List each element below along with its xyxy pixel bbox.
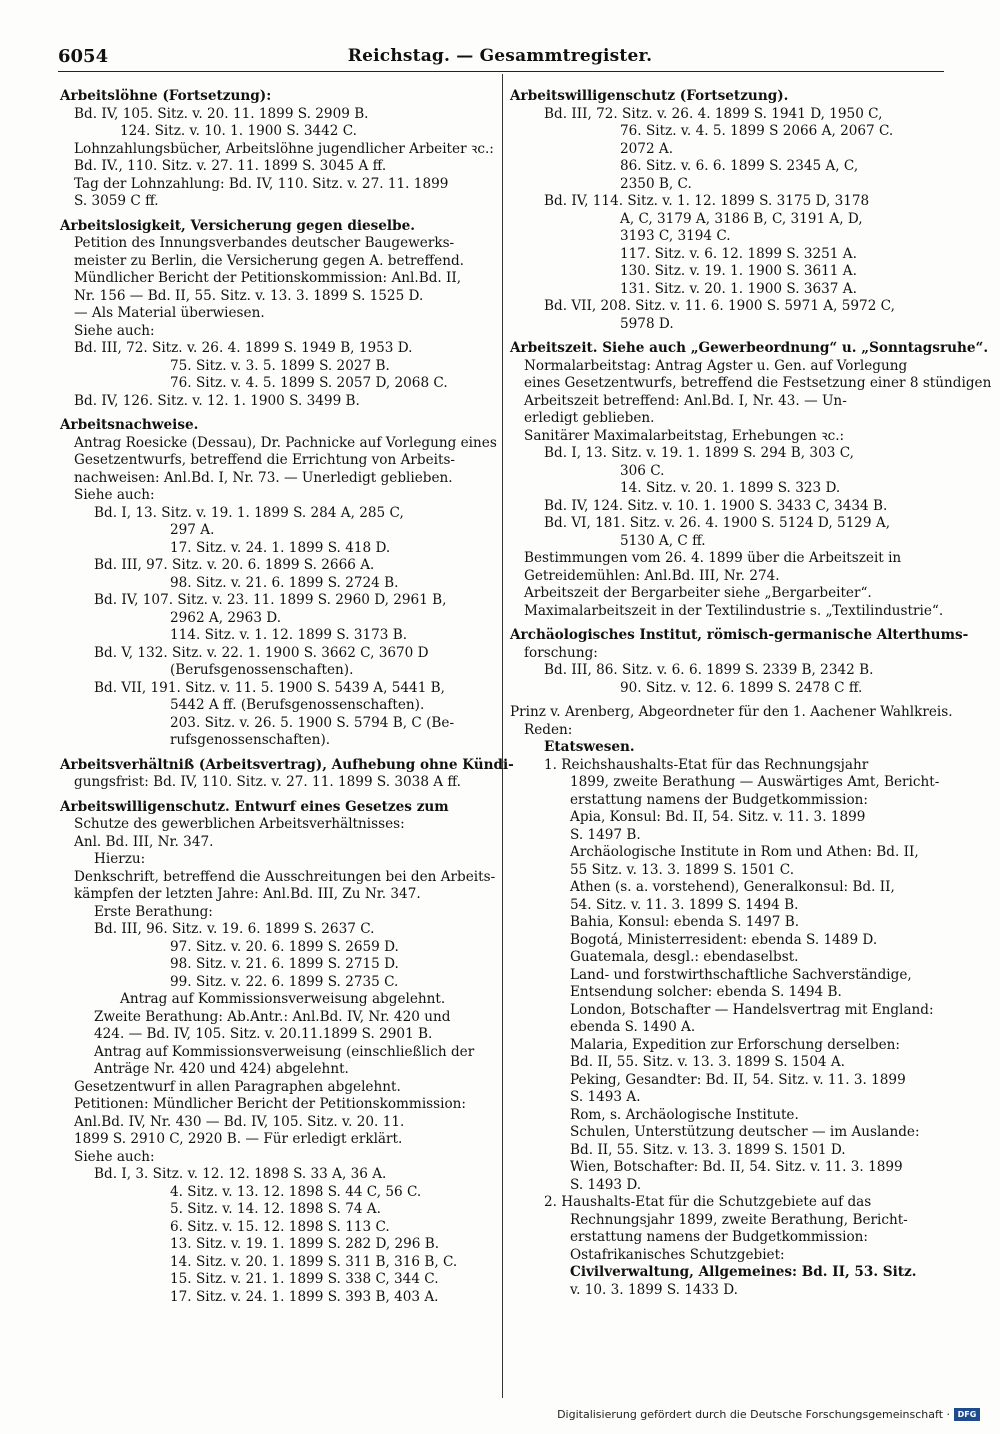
entry-line: Normalarbeitstag: Antrag Agster u. Gen. auf Vorlegung xyxy=(524,357,908,374)
entry-line: Bd. III, 72. Sitz. v. 26. 4. 1899 S. 1941 D, 1950 C, xyxy=(544,105,883,122)
entry-line: Zweite Berathung: Ab.Antr.: Anl.Bd. IV, Nr. 420 und xyxy=(94,1008,451,1025)
entry-line: Rechnungsjahr 1899, zweite Berathung, Bericht- xyxy=(570,1211,908,1228)
entry-line: eines Gesetzentwurfs, betreffend die Festsetzung einer 8 stündigen xyxy=(524,375,992,391)
entry-line: 124. Sitz. v. 10. 1. 1900 S. 3442 C. xyxy=(120,123,357,139)
index-entry xyxy=(60,756,514,792)
entry-line: Petition des Innungsverbandes deutscher Baugewerks- xyxy=(74,235,455,251)
column-divider xyxy=(502,74,503,1398)
entry-line: 75. Sitz. v. 3. 5. 1899 S. 2027 B. xyxy=(170,357,390,374)
entry-line: 55 Sitz. v. 13. 3. 1899 S. 1501 C. xyxy=(570,861,795,878)
entry-line: 76. Sitz. v. 4. 5. 1899 S. 2057 D, 2068 C. xyxy=(170,375,448,391)
index-entry xyxy=(510,88,942,333)
entry-line: Mündlicher Bericht der Petitionskommission: Anl.Bd. II, xyxy=(74,270,462,286)
entry-line: 17. Sitz. v. 24. 1. 1899 S. 393 B, 403 A. xyxy=(170,1288,439,1305)
entry-line: 6. Sitz. v. 15. 12. 1898 S. 113 C. xyxy=(170,1218,390,1235)
entry-line: erstattung namens der Budgetkommission: xyxy=(570,791,868,808)
entry-line: Siehe auch: xyxy=(74,322,155,339)
entry-line: S. 1493 D. xyxy=(570,1176,642,1193)
entry-line: Bd. II, 55. Sitz. v. 13. 3. 1899 S. 1501 D. xyxy=(570,1141,846,1158)
entry-line: Bd. III, 72. Sitz. v. 26. 4. 1899 S. 1949 B, 1953 D. xyxy=(74,340,413,356)
index-entry xyxy=(510,627,969,697)
entry-line: erledigt geblieben. xyxy=(524,410,655,426)
entry-line: Etatswesen. xyxy=(544,739,635,755)
entry-line: 3193 C, 3194 C. xyxy=(620,228,731,244)
entry-line: 5. Sitz. v. 14. 12. 1898 S. 74 A. xyxy=(170,1201,381,1217)
entry-line: 14. Sitz. v. 20. 1. 1899 S. 323 D. xyxy=(620,480,841,496)
entry-line: Wien, Botschafter: Bd. II, 54. Sitz. v. 11. 3. 1899 xyxy=(570,1159,903,1175)
entry-line: Athen (s. a. vorstehend), Generalkonsul: Bd. II, xyxy=(570,879,895,895)
entry-line: 1899, zweite Berathung — Auswärtiges Amt, Bericht- xyxy=(570,774,940,790)
entry-line: erstattung namens der Budgetkommission: xyxy=(570,1229,868,1245)
entry-line: Nr. 156 — Bd. II, 55. Sitz. v. 13. 3. 1899 S. 1525 D. xyxy=(74,287,424,304)
entry-line: 424. — Bd. IV, 105. Sitz. v. 20.11.1899 S. 2901 B. xyxy=(94,1026,433,1042)
entry-line: Anträge Nr. 420 und 424) abgelehnt. xyxy=(94,1061,349,1077)
entry-line: kämpfen der letzten Jahre: Anl.Bd. III, Zu Nr. 347. xyxy=(74,886,421,902)
footer-text: Digitalisierung gefördert durch die Deutsche Forschungsgemeinschaft · xyxy=(557,1408,950,1421)
entry-line: 5978 D. xyxy=(620,315,674,332)
entry-line: Anl. Bd. III, Nr. 347. xyxy=(74,833,214,850)
entry-line: Anl.Bd. IV, Nr. 430 — Bd. IV, 105. Sitz. v. 20. 11. xyxy=(74,1113,405,1130)
entry-line: Civilverwaltung, Allgemeines: Bd. II, 53. Sitz. xyxy=(570,1264,917,1280)
entry-line: London, Botschafter — Handelsvertrag mit England: xyxy=(570,1001,934,1018)
index-entry xyxy=(60,88,492,211)
entry-line: v. 10. 3. 1899 S. 1433 D. xyxy=(570,1281,738,1298)
entry-line: Gesetzentwurfs, betreffend die Errichtung von Arbeits- xyxy=(74,452,456,468)
entry-heading: Arbeitswilligenschutz. Entwurf eines Gesetzes zum xyxy=(60,798,449,815)
entry-line: Bd. IV, 114. Sitz. v. 1. 12. 1899 S. 3175 D, 3178 xyxy=(544,193,870,209)
entry-heading: Arbeitswilligenschutz (Fortsetzung). xyxy=(510,88,789,104)
entry-line: 306 C. xyxy=(620,462,665,479)
entry-line: Schulen, Unterstützung deutscher — im Auslande: xyxy=(570,1124,920,1140)
index-entry xyxy=(60,218,492,411)
entry-line: 4. Sitz. v. 13. 12. 1898 S. 44 C, 56 C. xyxy=(170,1183,422,1200)
entry-heading: Arbeitsnachweise. xyxy=(60,417,199,433)
entry-line: meister zu Berlin, die Versicherung gegen A. betreffend. xyxy=(74,252,465,269)
entry-heading: Prinz v. Arenberg, Abgeordneter für den 1. Aachener Wahlkreis. xyxy=(510,704,953,720)
index-entry xyxy=(510,340,992,620)
entry-line: Schutze des gewerblichen Arbeitsverhältnisses: xyxy=(74,816,405,832)
entry-line: Bd. III, 97. Sitz. v. 20. 6. 1899 S. 2666 A. xyxy=(94,557,375,573)
entry-line: — Als Material überwiesen. xyxy=(74,305,265,321)
entry-line: 97. Sitz. v. 20. 6. 1899 S. 2659 D. xyxy=(170,938,399,955)
entry-line: 90. Sitz. v. 12. 6. 1899 S. 2478 C ff. xyxy=(620,679,863,696)
entry-line: Antrag auf Kommissionsverweisung abgelehnt. xyxy=(120,991,446,1007)
entry-line: Arbeitszeit betreffend: Anl.Bd. I, Nr. 43. — Un- xyxy=(524,392,847,409)
entry-line: Bd. I, 13. Sitz. v. 19. 1. 1899 S. 284 A, 285 C, xyxy=(94,504,404,521)
entry-line: 54. Sitz. v. 11. 3. 1899 S. 1494 B. xyxy=(570,896,799,913)
entry-line: Archäologische Institute in Rom und Athen: Bd. II, xyxy=(570,844,919,860)
entry-line: Bestimmungen vom 26. 4. 1899 über die Arbeitszeit in xyxy=(524,550,902,566)
entry-line: Antrag Roesicke (Dessau), Dr. Pachnicke auf Vorlegung eines xyxy=(74,434,497,451)
entry-line: (Berufsgenossenschaften). xyxy=(170,662,354,678)
entry-line: nachweisen: Anl.Bd. I, Nr. 73. — Unerledigt geblieben. xyxy=(74,469,453,486)
entry-line: 117. Sitz. v. 6. 12. 1899 S. 3251 A. xyxy=(620,245,857,262)
entry-line: Bd. III, 86. Sitz. v. 6. 6. 1899 S. 2339 B, 2342 B. xyxy=(544,662,874,678)
entry-line: Hierzu: xyxy=(94,851,146,867)
entry-line: Sanitärer Maximalarbeitstag, Erhebungen ꝛc.: xyxy=(524,427,845,444)
entry-line: 17. Sitz. v. 24. 1. 1899 S. 418 D. xyxy=(170,539,391,556)
entry-line: S. 1497 B. xyxy=(570,826,641,843)
index-entry xyxy=(60,417,497,750)
entry-line: 86. Sitz. v. 6. 6. 1899 S. 2345 A, C, xyxy=(620,158,859,174)
entry-line: 98. Sitz. v. 21. 6. 1899 S. 2724 B. xyxy=(170,574,399,591)
entry-line: Bd. I, 13. Sitz. v. 19. 1. 1899 S. 294 B, 303 C, xyxy=(544,445,854,461)
entry-line: Bd. IV, 105. Sitz. v. 20. 11. 1899 S. 2909 B. xyxy=(74,105,369,122)
entry-line: Bd. VI, 181. Sitz. v. 26. 4. 1900 S. 5124 D, 5129 A, xyxy=(544,515,891,531)
entry-line: 76. Sitz. v. 4. 5. 1899 S 2066 A, 2067 C. xyxy=(620,123,894,139)
entry-line: Bd. IV, 107. Sitz. v. 23. 11. 1899 S. 2960 D, 2961 B, xyxy=(94,592,447,608)
entry-line: S. 1493 A. xyxy=(570,1089,641,1105)
entry-line: 2962 A, 2963 D. xyxy=(170,609,282,626)
entry-line: Bd. I, 3. Sitz. v. 12. 12. 1898 S. 33 A, 36 A. xyxy=(94,1166,387,1182)
entry-line: Bd. VII, 191. Sitz. v. 11. 5. 1900 S. 5439 A, 5441 B, xyxy=(94,679,445,696)
entry-heading: Arbeitsverhältniß (Arbeitsvertrag), Aufhebung ohne Kündi- xyxy=(60,756,514,773)
entry-line: Denkschrift, betreffend die Ausschreitungen bei den Arbeits- xyxy=(74,868,496,885)
entry-heading: Arbeitslosigkeit, Versicherung gegen dieselbe. xyxy=(60,217,415,234)
entry-line: S. 3059 C ff. xyxy=(74,193,159,209)
entry-line: 2350 B, C. xyxy=(620,175,692,192)
entry-line: 13. Sitz. v. 19. 1. 1899 S. 282 D, 296 B. xyxy=(170,1236,440,1252)
entry-line: 5442 A ff. (Berufsgenossenschaften). xyxy=(170,697,425,713)
entry-line: Bd. IV, 124. Sitz. v. 10. 1. 1900 S. 3433 C, 3434 B. xyxy=(544,497,888,514)
entry-line: Apia, Konsul: Bd. II, 54. Sitz. v. 11. 3. 1899 xyxy=(570,809,866,825)
entry-line: 2072 A. xyxy=(620,140,674,157)
entry-line: Bd. VII, 208. Sitz. v. 11. 6. 1900 S. 5971 A, 5972 C, xyxy=(544,298,895,314)
entry-heading: Arbeitszeit. Siehe auch „Gewerbeordnung“ u. „Sonntagsruhe“. xyxy=(510,340,989,356)
entry-line: 131. Sitz. v. 20. 1. 1900 S. 3637 A. xyxy=(620,280,857,297)
entry-line: forschung: xyxy=(524,644,598,661)
left-column xyxy=(60,88,514,1313)
running-head: Reichstag. — Gesammtregister. xyxy=(347,46,653,66)
entry-line: rufsgenossenschaften). xyxy=(170,732,331,748)
entry-line: Petitionen: Mündlicher Bericht der Petitionskommission: xyxy=(74,1096,466,1112)
entry-line: Arbeitszeit der Bergarbeiter siehe „Bergarbeiter“. xyxy=(524,585,872,601)
right-column xyxy=(510,88,992,1306)
entry-line: Reden: xyxy=(524,721,573,738)
entry-line: Peking, Gesandter: Bd. II, 54. Sitz. v. 11. 3. 1899 xyxy=(570,1071,906,1088)
entry-line: Rom, s. Archäologische Institute. xyxy=(570,1106,799,1123)
dfg-logo: DFG xyxy=(954,1408,980,1421)
entry-line: 297 A. xyxy=(170,522,215,538)
entry-line: 1899 S. 2910 C, 2920 B. — Für erledigt erklärt. xyxy=(74,1131,403,1147)
entry-line: Bahia, Konsul: ebenda S. 1497 B. xyxy=(570,914,800,930)
entry-line: Bd. II, 55. Sitz. v. 13. 3. 1899 S. 1504 A. xyxy=(570,1054,845,1070)
entry-line: Getreidemühlen: Anl.Bd. III, Nr. 274. xyxy=(524,567,780,584)
header-rule xyxy=(58,71,944,72)
entry-line: Gesetzentwurf in allen Paragraphen abgelehnt. xyxy=(74,1078,401,1095)
entry-line: Tag der Lohnzahlung: Bd. IV, 110. Sitz. v. 27. 11. 1899 xyxy=(74,175,449,192)
entry-line: 114. Sitz. v. 1. 12. 1899 S. 3173 B. xyxy=(170,627,408,643)
entry-line: 1. Reichshaushalts-Etat für das Rechnungsjahr xyxy=(544,756,869,773)
entry-line: Guatemala, desgl.: ebendaselbst. xyxy=(570,949,799,965)
entry-line: Malaria, Expedition zur Erforschung derselben: xyxy=(570,1036,900,1053)
entry-line: 14. Sitz. v. 20. 1. 1899 S. 311 B, 316 B, C. xyxy=(170,1253,458,1270)
entry-line: Bd. III, 96. Sitz. v. 19. 6. 1899 S. 2637 C. xyxy=(94,921,375,937)
entry-line: Land- und forstwirthschaftliche Sachverständige, xyxy=(570,966,912,983)
index-entry xyxy=(510,704,953,1299)
entry-line: Bd. IV., 110. Sitz. v. 27. 11. 1899 S. 3045 A ff. xyxy=(74,158,387,174)
entry-line: Bd. V, 132. Sitz. v. 22. 1. 1900 S. 3662 C, 3670 D xyxy=(94,644,429,661)
entry-line: A, C, 3179 A, 3186 B, C, 3191 A, D, xyxy=(620,210,863,227)
page-number: 6054 xyxy=(58,46,109,67)
entry-line: 5130 A, C ff. xyxy=(620,532,706,549)
entry-line: Siehe auch: xyxy=(74,1148,155,1165)
entry-line: Erste Berathung: xyxy=(94,903,213,920)
entry-line: ebenda S. 1490 A. xyxy=(570,1019,696,1035)
entry-line: Bogotá, Ministerresident: ebenda S. 1489 D. xyxy=(570,931,878,948)
entry-line: 98. Sitz. v. 21. 6. 1899 S. 2715 D. xyxy=(170,956,399,972)
entry-line: Antrag auf Kommissionsverweisung (einschließlich der xyxy=(94,1043,475,1060)
entry-heading: Archäologisches Institut, römisch-germanische Alterthums- xyxy=(510,627,969,643)
entry-line: Lohnzahlungsbücher, Arbeitslöhne jugendlicher Arbeiter ꝛc.: xyxy=(74,140,494,157)
entry-line: Entsendung solcher: ebenda S. 1494 B. xyxy=(570,984,842,1000)
entry-line: Ostafrikanisches Schutzgebiet: xyxy=(570,1246,785,1263)
entry-line: 15. Sitz. v. 21. 1. 1899 S. 338 C, 344 C. xyxy=(170,1271,439,1287)
entry-line: Maximalarbeitszeit in der Textilindustrie s. „Textilindustrie“. xyxy=(524,602,944,619)
index-entry xyxy=(60,798,496,1307)
footer xyxy=(557,1408,980,1421)
entry-line: 99. Sitz. v. 22. 6. 1899 S. 2735 C. xyxy=(170,973,399,990)
entry-line: gungsfrist: Bd. IV, 110. Sitz. v. 27. 11. 1899 S. 3038 A ff. xyxy=(74,774,461,790)
entry-line: Siehe auch: xyxy=(74,487,155,503)
entry-line: 2. Haushalts-Etat für die Schutzgebiete auf das xyxy=(544,1194,872,1210)
entry-line: Bd. IV, 126. Sitz. v. 12. 1. 1900 S. 3499 B. xyxy=(74,392,360,409)
entry-line: 203. Sitz. v. 26. 5. 1900 S. 5794 B, C (Be- xyxy=(170,714,455,731)
entry-heading: Arbeitslöhne (Fortsetzung): xyxy=(60,88,272,104)
entry-line: 130. Sitz. v. 19. 1. 1900 S. 3611 A. xyxy=(620,263,857,279)
